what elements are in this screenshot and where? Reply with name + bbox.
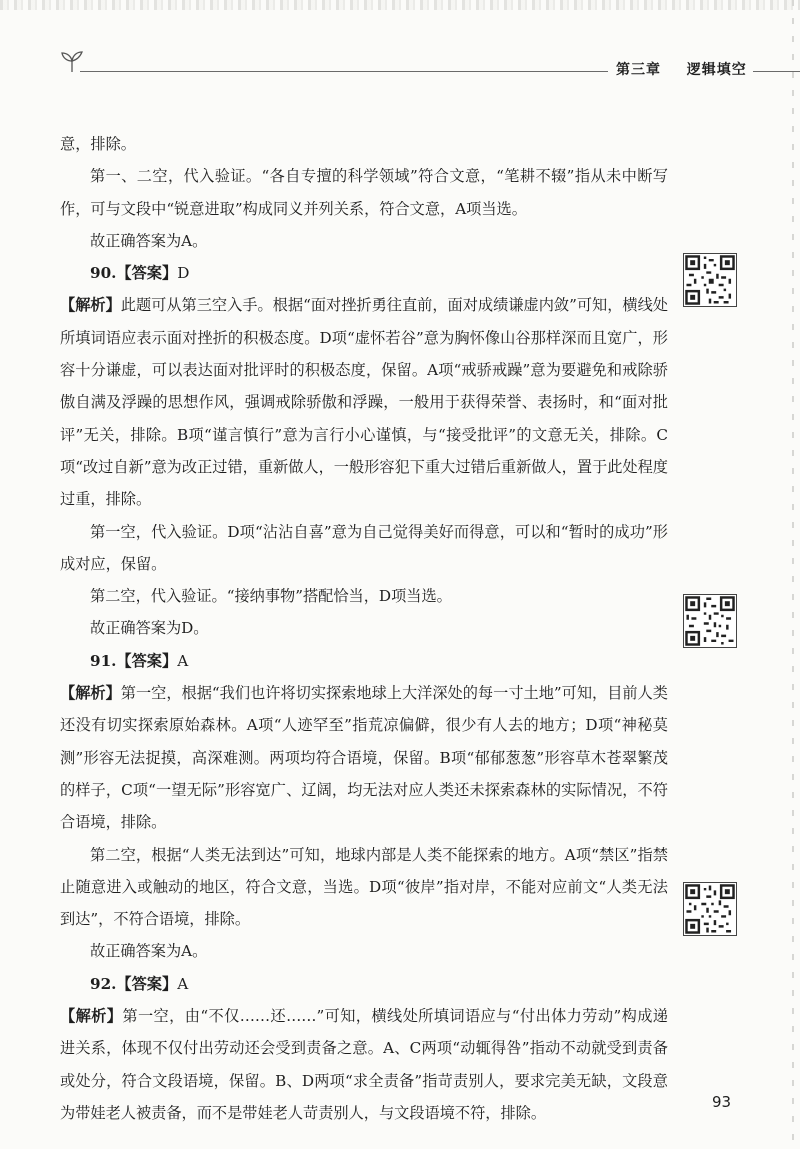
paragraph-label: 90.【答案】 [90,264,178,283]
qr-code-icon[interactable] [683,594,737,648]
paragraph-text: 第一空，代入验证。D项“沾沾自喜”意为自己觉得美好而得意，可以和“暂时的成功”形成对应，保留。 [60,522,668,573]
paragraph [60,612,668,644]
paragraph-text: 意，排除。 [60,135,136,153]
paragraph-text: 第一空，根据“我们也许将切实探索地球上大洋深处的每一寸土地”可知，目前人类还没有切实探索原始森林。A项“人迹罕至”指荒凉偏僻，很少有人去的地方；D项“神秘莫测”形容无法捉摸，高深难测。两项均符合语境，保留。B项“郁郁葱葱”形容草木苍翠繁茂的样子，C项“一望无际”形容宽广、辽阔，均无法对应人类还未探索森林的实际情况，不符合语境，排除。 [60,684,668,832]
paragraph-label: 【解析】 [60,1007,123,1026]
paragraph [60,935,668,967]
paragraph-label: 【解析】 [60,684,121,703]
paragraph [60,257,668,289]
paragraph [60,968,668,1000]
paragraph [60,839,668,936]
paragraph [60,580,668,612]
paragraph-text: 故正确答案为D。 [90,619,209,638]
paragraph-text: A [177,974,189,993]
sprout-icon [60,50,86,76]
header-rule [80,71,620,72]
qr-code-icon[interactable] [683,253,737,307]
paragraph-label: 【解析】 [60,296,121,315]
paragraph-text: 第二空，代入验证。“接纳事物”搭配恰当，D项当选。 [90,587,452,606]
page-number: 93 [712,1093,732,1111]
qr-code-icon[interactable] [683,882,737,936]
body-text [60,128,668,1129]
paragraph-text: 此题可从第三空入手。根据“面对挫折勇往直前，面对成绩谦虚内敛”可知，横线处所填词语应表示面对挫折的积极态度。D项“虚怀若谷”意为胸怀像山谷那样深而且宽广，形容十分谦虚，可以表达面对批评时的积极态度，保留。A项“戒骄戒躁”意为要避免和戒除骄傲自满及浮躁的思想作风，强调戒除骄傲和浮躁，一般用于获得荣誉、表扬时，和“面对批评”无关，排除。B项“谨言慎行”意为言行小心谨慎，与“接受批评”的文意无关，排除。C项“改过自新”意为改正过错，重新做人，一般形容犯下重大过错后重新做人，置于此处程度过重，排除。 [60,296,668,509]
paragraph-text: 第一空，由“不仅……还……”可知，横线处所填词语应与“付出体力劳动”构成递进关系，体现不仅付出劳动还会受到责备之意。A、C两项“动辄得咎”指动不动就受到责备或处分，符合文段语境，保留。B、D两项“求全责备”指苛责别人，要求完美无缺，文段意为带娃老人被责备，而不是带娃老人苛责别人，与文段语境不符，排除。 [60,1007,668,1122]
paragraph-text: 故正确答案为A。 [90,231,208,250]
paragraph [60,160,668,225]
scan-noise-strip [0,0,800,10]
paragraph-label: 92.【答案】 [90,974,178,993]
paragraph-text: 第一、二空，代入验证。“各自专擅的科学领域”符合文意，“笔耕不辍”指从未中断写作，可与文段中“锐意进取”构成同义并列关系，符合文意，A项当选。 [60,167,668,218]
paragraph-text: 第二空，根据“人类无法到达”可知，地球内部是人类不能探索的地方。A项“禁区”指禁止随意进入或触动的地区，符合文意，当选。D项“彼岸”指对岸，不能对应前文“人类无法到达”，不符合语境，排除。 [60,845,668,929]
paragraph-label: 91.【答案】 [90,651,178,670]
paragraph [60,516,668,581]
paragraph [60,128,668,160]
paragraph [60,1000,668,1129]
header-rule-right [753,71,800,72]
paragraph [60,645,668,677]
paragraph-text: A [177,651,189,670]
paragraph [60,225,668,257]
paragraph-text: D [177,264,190,283]
scan-edge [792,0,794,1149]
paragraph-text: 故正确答案为A。 [90,942,208,961]
paragraph [60,677,668,838]
paragraph [60,289,668,515]
page-header [60,50,800,84]
chapter-heading [608,59,755,79]
chapter-title: 逻辑填空 [686,62,747,78]
chapter-number: 第三章 [616,62,661,78]
